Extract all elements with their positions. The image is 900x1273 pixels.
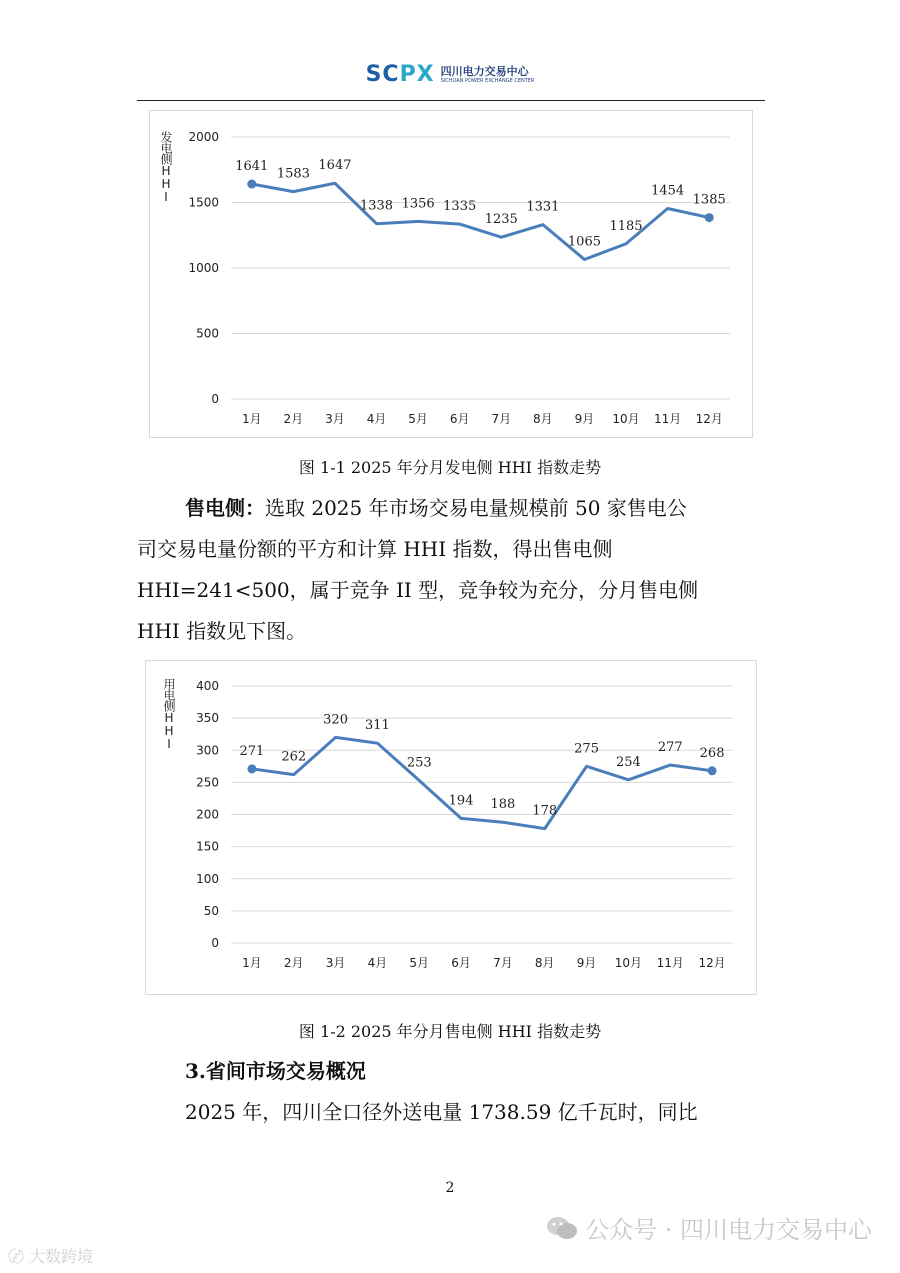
- chart2-xtick-label: 1月: [242, 956, 262, 970]
- logo-mark: SCPX: [365, 62, 435, 87]
- chart1-data-label: 1338: [359, 198, 394, 214]
- logo-text: [441, 66, 535, 84]
- chart1-data-label: 1335: [443, 199, 477, 215]
- section-3-line-1: 2025 年，四川全口径外送电量 1738.59 亿千瓦时，同比: [185, 1100, 698, 1124]
- chart2-ytick-label: 50: [203, 903, 219, 918]
- chart1-data-label: 1647: [318, 158, 352, 174]
- chart2-data-label: 268: [699, 745, 725, 761]
- chart2-frame: [145, 660, 757, 995]
- wechat-icon: [545, 1215, 579, 1241]
- chart1-ytick-label: 0: [211, 392, 219, 406]
- chart2-xtick-label: 6月: [451, 956, 471, 970]
- logo-cn-name: 四川电力交易中心: [440, 64, 529, 78]
- chart1-endpoint-marker: [705, 213, 714, 222]
- chart1-data-label: 1583: [276, 166, 310, 182]
- chart1-xtick-label: 8月: [533, 412, 553, 426]
- chart1-data-label: 1235: [484, 212, 518, 228]
- chart1-data-label: 1641: [235, 159, 269, 175]
- watermark-left-icon: 〄: [8, 1247, 30, 1266]
- chart2-ytick-label: 200: [196, 807, 219, 822]
- chart2-data-label: 254: [616, 754, 641, 770]
- chart2-data-label: 271: [239, 743, 265, 759]
- chart2-svg: [146, 661, 756, 994]
- chart2-ytick-label: 300: [196, 743, 219, 758]
- scpx-logo: [366, 62, 535, 87]
- page-header: [0, 62, 900, 87]
- chart2-ytick-label: 400: [196, 679, 219, 693]
- watermark-right-text: 公众号 · 四川电力交易中心: [585, 1216, 872, 1244]
- chart1-xtick-label: 3月: [325, 412, 345, 426]
- chart2-ytick-label: 350: [196, 711, 219, 726]
- chart1-data-label: 1331: [526, 199, 560, 215]
- chart2-ylabel: 用电侧HHI: [162, 678, 176, 750]
- logo-en-name: SICHUAN POWER EXCHANGE CENTER: [440, 77, 535, 84]
- para-line-3: HHI=241<500，属于竞争 II 型，竞争较为充分，分月售电侧: [137, 578, 699, 602]
- chart1-ytick-label: 1000: [188, 261, 219, 275]
- chart2-xtick-label: 9月: [576, 956, 597, 970]
- para-line-1: 售电侧：选取 2025 年市场交易电量规模前 50 家售电公: [185, 496, 687, 520]
- chart1-data-label: 1385: [692, 192, 726, 208]
- chart1-xtick-label: 9月: [574, 412, 595, 426]
- chart2-xtick-label: 2月: [283, 956, 304, 970]
- para-line-2: 司交易电量份额的平方和计算 HHI 指数，得出售电侧: [137, 537, 613, 561]
- chart1-frame: [149, 110, 753, 438]
- chart2-xtick-label: 5月: [409, 956, 430, 970]
- section-3-title: 3.省间市场交易概况: [185, 1059, 366, 1083]
- chart2-xtick-label: 12月: [698, 956, 726, 970]
- chart2-xtick-label: 10月: [614, 956, 643, 970]
- chart1-xtick-label: 2月: [283, 412, 304, 426]
- chart1-data-label: 1185: [609, 218, 643, 234]
- chart1-xtick-label: 12月: [695, 412, 723, 426]
- chart2-ytick-label: 250: [196, 775, 219, 790]
- chart2-endpoint-marker: [247, 764, 256, 773]
- chart2-xtick-label: 3月: [325, 956, 346, 970]
- chart2-data-label: 275: [574, 741, 599, 757]
- chart2-data-label: 188: [490, 797, 516, 813]
- chart1-data-label: 1454: [651, 183, 685, 199]
- chart2-endpoint-marker: [708, 766, 717, 775]
- chart2-xtick-label: 7月: [493, 956, 513, 970]
- chart2-data-label: 253: [406, 755, 432, 771]
- chart2-ytick-label: 150: [196, 839, 219, 854]
- chart1-data-label: 1065: [567, 234, 602, 250]
- watermark-right: [545, 1210, 872, 1245]
- chart1-svg: [150, 111, 752, 437]
- chart1-ylabel: 发电侧HHI: [159, 131, 173, 203]
- page-number: 2: [445, 1180, 455, 1196]
- chart1-endpoint-marker: [247, 180, 256, 189]
- chart1-caption: 图 1-1 2025 年分月发电侧 HHI 指数走势: [298, 458, 602, 477]
- sales-side-paragraph: [137, 488, 765, 652]
- chart2-data-label: 194: [448, 793, 474, 809]
- chart2-xtick-label: 4月: [367, 956, 388, 970]
- chart1-ytick-label: 2000: [188, 130, 219, 144]
- chart2-data-label: 178: [532, 803, 558, 819]
- header-divider: [137, 100, 765, 101]
- chart1-ytick-label: 1500: [188, 195, 219, 210]
- chart1-data-label: 1356: [401, 196, 435, 212]
- chart2-caption: 图 1-2 2025 年分月售电侧 HHI 指数走势: [298, 1022, 602, 1041]
- chart1-xtick-label: 5月: [408, 412, 428, 426]
- chart2-ytick-label: 100: [196, 871, 219, 886]
- chart1-ytick-label: 500: [196, 326, 219, 341]
- chart1-xtick-label: 11月: [653, 412, 682, 426]
- chart2-data-label: 277: [657, 740, 683, 756]
- chart1-xtick-label: 6月: [449, 412, 470, 426]
- para-line-4: HHI 指数见下图。: [137, 619, 307, 643]
- chart2-data-label: 311: [365, 718, 390, 734]
- watermark-left-text: 大数跨境: [29, 1247, 94, 1266]
- section-3-paragraph: [137, 1092, 765, 1133]
- chart1-xtick-label: 10月: [612, 412, 640, 426]
- para-lead: 售电侧：: [185, 496, 265, 520]
- chart2-data-label: 320: [323, 712, 348, 728]
- chart2-xtick-label: 8月: [534, 956, 555, 970]
- chart2-ytick-label: 0: [211, 936, 219, 950]
- chart2-xtick-label: 11月: [656, 956, 684, 970]
- watermark-left: [8, 1244, 93, 1267]
- chart2-data-label: 262: [281, 749, 307, 765]
- chart1-xtick-label: 4月: [366, 412, 387, 426]
- chart1-xtick-label: 1月: [241, 412, 262, 426]
- chart1-xtick-label: 7月: [491, 412, 512, 426]
